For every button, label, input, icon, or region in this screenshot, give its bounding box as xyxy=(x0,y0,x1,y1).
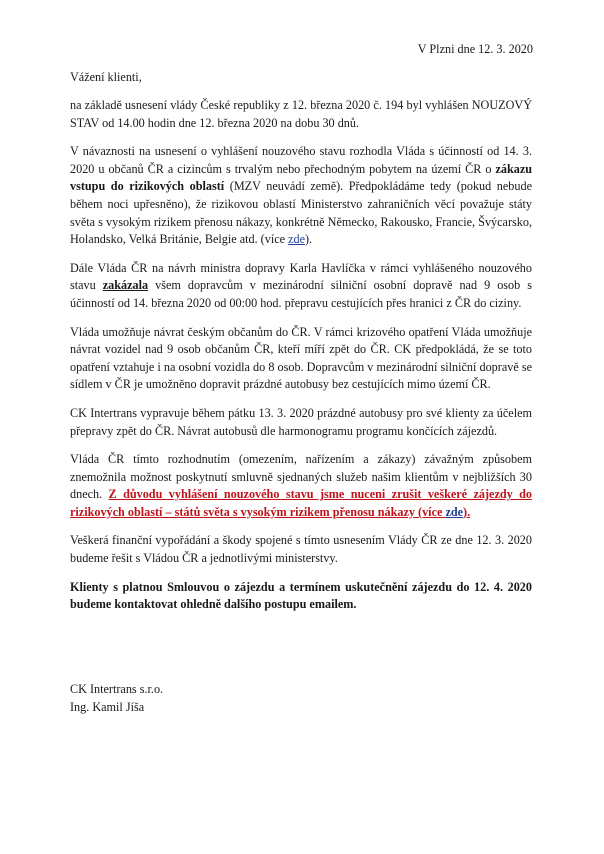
letter-body xyxy=(70,97,532,625)
transport-ban-text-1: Dále Vláda ČR na návrh ministra dopravy Karla Havlíčka v rámci vyhlášeného nouzového stavu xyxy=(70,260,532,293)
letter-date: V Plzni dne 12. 3. 2020 xyxy=(417,42,533,56)
paragraph-contact-clients: Klienty s platnou Smlouvou o zájezdu a termínem uskutečnění zájezdu do 12. 4. 2020 budeme kontaktovat ohledně dalšího postupu emailem. xyxy=(70,579,532,612)
cancellation-notice-end: ). xyxy=(463,504,471,519)
transport-ban-text-2: všem dopravcům v mezinárodní silniční osobní dopravě nad 9 osob s účinností od 14. března 2020 od 00:00 hod. přepravu cestujících přes hranici z ČR do ciziny. xyxy=(70,278,532,310)
paragraph-state-of-emergency: na základě usnesení vlády České republiky z 12. března 2020 č. 194 byl vyhlášen NOUZOVÝ STAV od 14.00 hodin dne 12. března 2020 na dobu 30 dnů. xyxy=(70,98,532,130)
cancellation-text: Vláda ČR tímto rozhodnutím (omezením, nařízením a zákazy) závažným způsobem znemožnila možnost poskytnutí smluvně sjednaných služeb našim klientům v nejbližších 30 dnech. xyxy=(70,452,532,502)
signature-company: CK Intertrans s.r.o. xyxy=(70,682,164,696)
more-info-link[interactable]: zde xyxy=(288,232,305,247)
transport-ban-emphasis: zakázala xyxy=(102,278,149,293)
entry-ban-text-2: (MZV neuvádí země). Předpokládáme tedy (pokud nebude během noci upřesněno), že rizikovou oblastí Ministerstvo zahraničních věcí považuje státy světa s vysokým rizikem přenosu nákazy, konkrétně Německo, Rakousko, Francie, Švýcarsko, Holandsko, Velká Británie, Belgie atd. (více xyxy=(70,179,532,247)
paragraph-transport-ban xyxy=(70,260,532,313)
paragraph-cancellation xyxy=(70,451,532,521)
entry-ban-text-1: V návaznosti na usnesení o vyhlášení nouzového stavu rozhodla Vláda s účinností od 14. 3. 2020 u občanů ČR a cizincům s trvalým nebo přechodným pobytem na území ČR o xyxy=(70,144,532,176)
signature-block xyxy=(70,680,163,716)
salutation: Vážení klienti, xyxy=(70,70,142,84)
entry-ban-emphasis: zákazu vstupu do rizikových oblastí xyxy=(70,161,532,194)
cancellation-more-link[interactable]: zde xyxy=(445,504,464,519)
paragraph-entry-ban xyxy=(70,143,532,249)
signature-name: Ing. Kamil Jíša xyxy=(70,700,145,714)
paragraph-empty-buses: CK Intertrans vypravuje během pátku 13. 3. 2020 prázdné autobusy pro své klienty za účelem přepravy zpět do ČR. Návrat autobusů dle harmonogramu programu končících zájezdů. xyxy=(70,405,532,438)
paragraph-return-citizens: Vláda umožňuje návrat českým občanům do ČR. V rámci krizového opatření Vláda umožňuje návrat vozidel nad 9 osob občanům ČR, kteří míří zpět do ČR. CK předpokládá, že se toto opatření vztahuje i na osobní vozidla do 8 osob. Dopravcům v mezinárodní silniční dopravě se sídlem v ČR je umožněno dopravit prázdné autobusy bez cestujících mimo území ČR. xyxy=(70,324,532,392)
entry-ban-text-3: ). xyxy=(305,232,313,247)
cancellation-notice: Z důvodu vyhlášení nouzového stavu jsme nuceni zrušit veškeré zájezdy do rizikových oblastí – států světa s vysokým rizikem přenosu nákazy (více xyxy=(70,487,532,519)
paragraph-financial-settlement: Veškerá finanční vypořádání a škody spojené s tímto usnesením Vlády ČR ze dne 12. 3. 2020 budeme řešit s Vládou ČR a jednotlivými ministerstvy. xyxy=(70,533,532,566)
